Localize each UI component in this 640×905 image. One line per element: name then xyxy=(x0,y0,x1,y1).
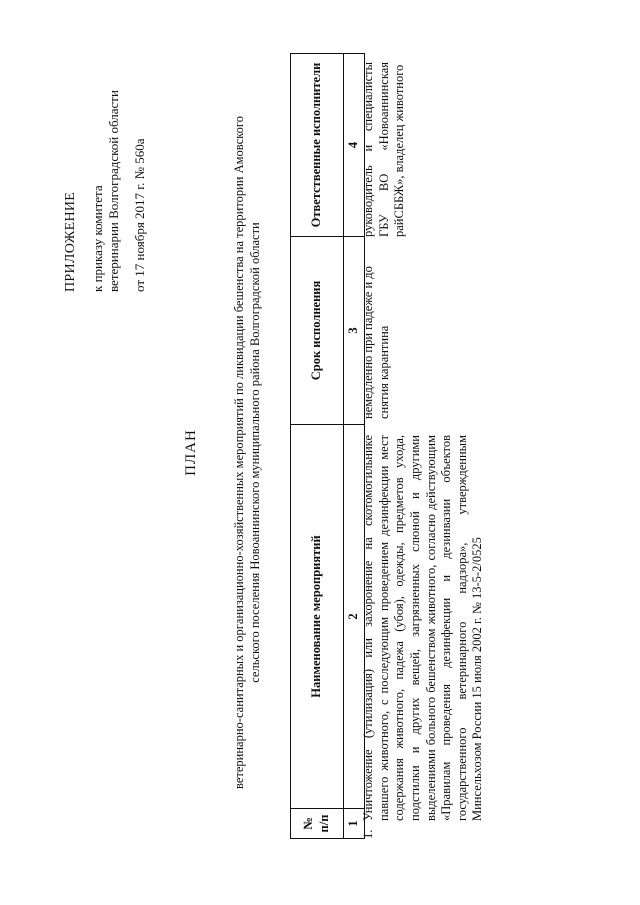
appendix-committee-line: ветеринарии Волгоградской области xyxy=(105,90,121,292)
header-measures: Наименование мероприятий xyxy=(291,425,344,809)
column-number-2: 2 xyxy=(344,425,365,809)
header-responsible: Ответственные исполнители xyxy=(291,54,344,237)
column-number-4: 4 xyxy=(344,54,365,237)
table-row xyxy=(361,54,486,839)
row-index: 1. xyxy=(361,829,375,839)
plan-subtitle xyxy=(232,85,263,820)
responsible-text: руководитель и специалисты ГБУ ВО «Новоаннинская райСББЖ», владелец животного xyxy=(361,62,407,237)
table-header-row xyxy=(291,54,344,839)
deadline-text: немедленно при падеже и до снятия карантина xyxy=(361,266,391,419)
column-number-1: 1 xyxy=(344,809,365,839)
column-number-3: 3 xyxy=(344,237,365,425)
appendix-date-line: от 17 ноября 2017 г. № 560а xyxy=(132,138,147,292)
measure-cell xyxy=(361,425,486,839)
table-body xyxy=(361,54,486,839)
appendix-order-line: к приказу комитета xyxy=(89,185,105,292)
header-number: № п/п xyxy=(291,809,344,839)
appendix-block xyxy=(62,62,148,362)
measure-text: Уничтожение (утилизация) или захоронение на скотомогильнике павшего животного, с последующим проведением дезинфекции мест содержания животного, падежа (убоя), одежды, предметов ухода, подстилки и других вещей, загрязненных слюной и другими выделениями больного бешенством животного, согласно действующим «Правилам проведения дезинфекции и дезинвазии объектов государственного ветеринарного надзора», утвержденным Минсельхозом России 15 июля 2002 г. № 13-5-2/0525 xyxy=(361,435,485,821)
plan-subtitle-line-1: ветеринарно-санитарных и организационно-хозяйственных мероприятий по ликвидации бешенства на территории Амовского xyxy=(232,116,246,789)
appendix-title: ПРИЛОЖЕНИЕ xyxy=(63,191,78,292)
plan-subtitle-line-2: сельского поселения Новоаннинского муниципального района Волгоградской области xyxy=(247,222,262,683)
plan-table xyxy=(290,53,365,839)
header-deadline: Срок исполнения xyxy=(291,237,344,425)
plan-title: ПЛАН xyxy=(183,429,199,476)
